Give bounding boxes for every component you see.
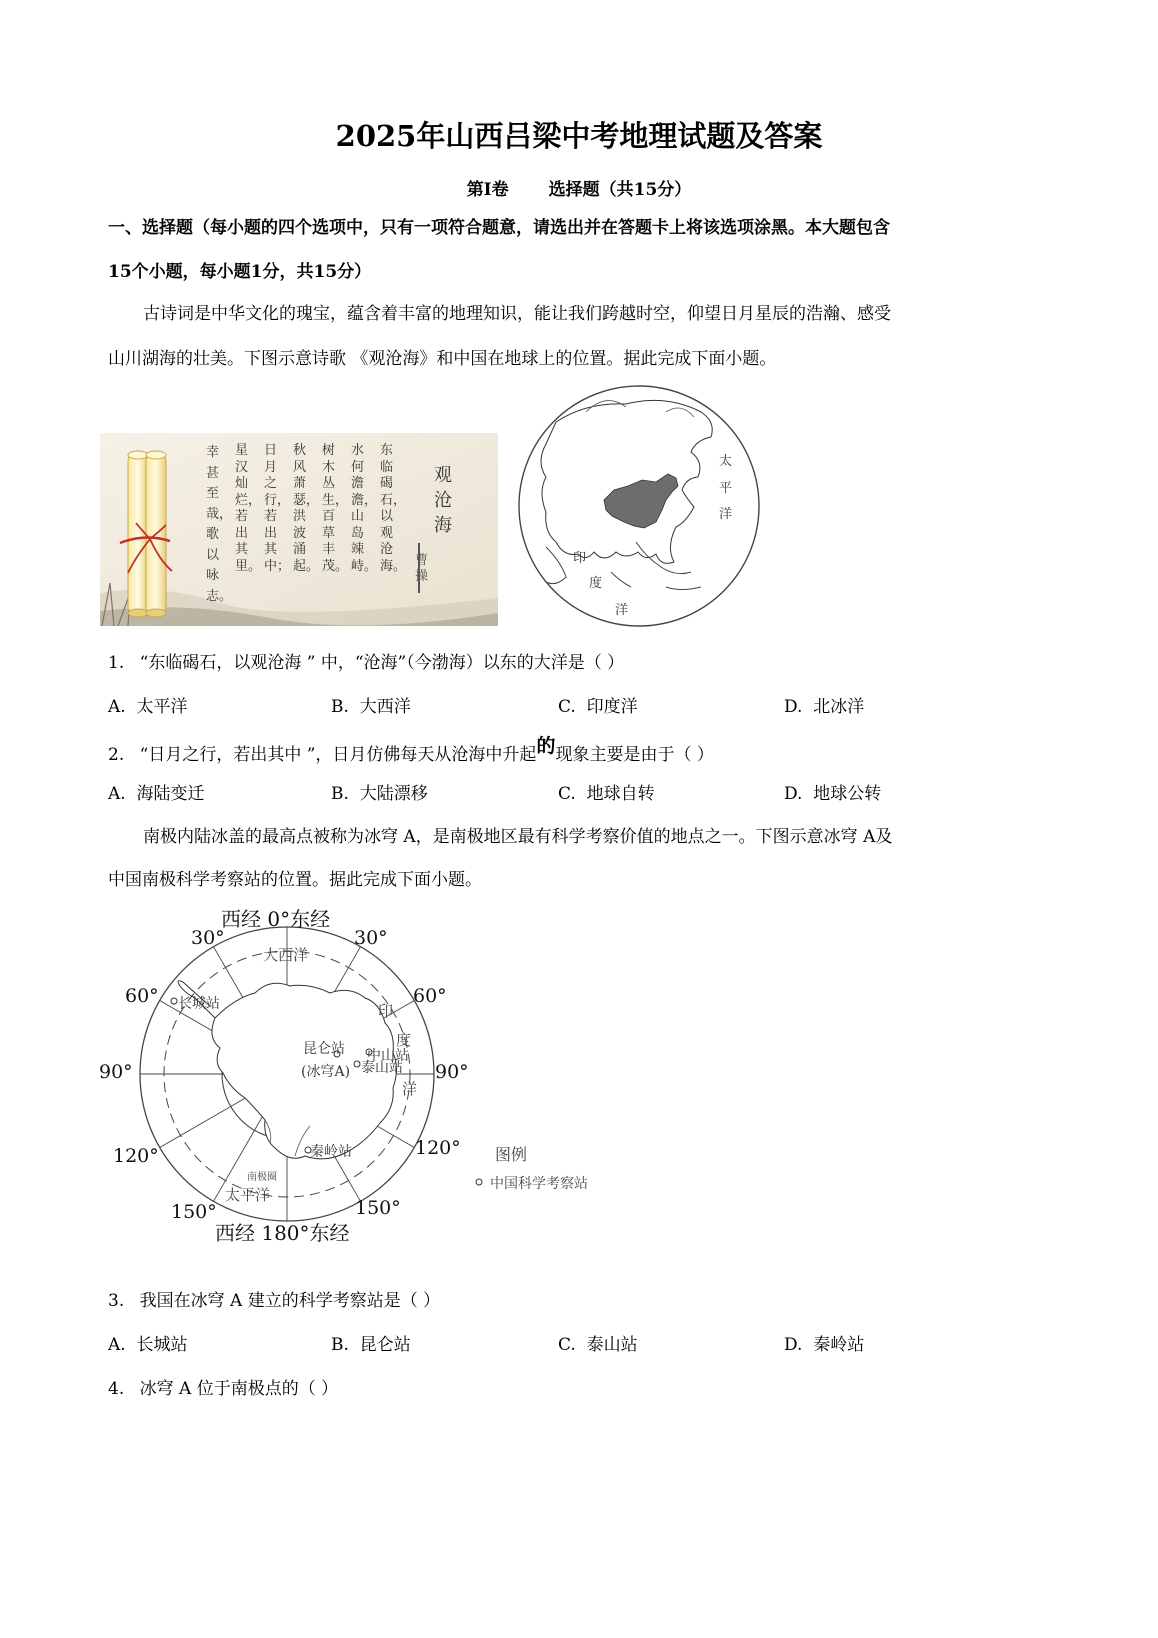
- deg-150-w: 150°: [171, 1201, 217, 1223]
- poem-column-2: 水何澹澹，山岛竦峙。: [351, 443, 378, 574]
- deg-120-e: 120°: [415, 1137, 461, 1159]
- poem-title: 观沧海: [434, 465, 452, 536]
- question-text-b: 的: [536, 735, 556, 757]
- question-2: [108, 735, 714, 766]
- globe-indian-char-2: 度: [589, 576, 603, 591]
- volume-label: 第Ⅰ卷: [466, 180, 509, 200]
- globe-pacific-char-1: 太: [719, 454, 733, 469]
- q3-option-b[interactable]: B. 昆仑站: [331, 1335, 411, 1355]
- map-top-label: 西经 0°东经: [221, 907, 331, 931]
- atlantic-label: 大西洋: [263, 946, 309, 964]
- q2-option-b[interactable]: B. 大陆漂移: [331, 784, 428, 804]
- deg-60-w: 60°: [125, 985, 159, 1007]
- deg-30-ne: 30°: [354, 927, 388, 949]
- intro-paragraph-1-line1: 古诗词是中华文化的瑰宝，蕴含着丰富的地理知识，能让我们跨越时空，仰望日月星辰的浩瀚、感受: [143, 304, 891, 324]
- antarctic-circle-label: 南极圈: [247, 1172, 277, 1183]
- globe-indian-char-3: 洋: [615, 603, 629, 618]
- globe-pacific-char-2: 平: [719, 481, 733, 496]
- station-marker-changcheng: [171, 998, 177, 1004]
- q1-option-b[interactable]: B. 大西洋: [331, 697, 411, 717]
- deg-30-nw: 30°: [191, 927, 225, 949]
- question-number: 2.: [108, 745, 125, 765]
- q2-option-a[interactable]: A. 海陆变迁: [108, 784, 205, 804]
- station-changcheng: 长城站: [178, 996, 220, 1012]
- deg-150-e: 150°: [355, 1197, 401, 1219]
- poem-column-6: 星汉灿烂，若出其里。: [235, 443, 262, 574]
- station-zhongshan: 中山站: [367, 1048, 409, 1064]
- indian-char-1: 印: [378, 1002, 394, 1020]
- deg-90-e: 90°: [435, 1061, 469, 1083]
- volume-sub: 选择题（共15分）: [548, 180, 692, 200]
- station-qinling: 秦岭站: [310, 1144, 352, 1160]
- poem-text: [206, 443, 468, 608]
- question-text-a: “日月之行，若出其中 ”，日月仿佛每天从沧海中升起: [139, 745, 537, 765]
- section-instruction-line2: 15个小题，每小题1分，共15分）: [108, 262, 372, 282]
- intro-paragraph-2-line1: 南极内陆冰盖的最高点被称为冰穹 A，是南极地区最有科学考察价值的地点之一。下图示意冰穹 A及: [143, 827, 893, 847]
- pacific-label: 太平洋: [225, 1186, 271, 1204]
- legend-title: 图例: [495, 1145, 528, 1164]
- deg-60-e: 60°: [413, 985, 447, 1007]
- question-number: 4.: [108, 1379, 125, 1399]
- q1-option-a[interactable]: A. 太平洋: [108, 697, 188, 717]
- station-kunlun: 昆仑站: [303, 1041, 345, 1057]
- question-number: 1.: [108, 653, 125, 673]
- q2-option-d[interactable]: D. 地球公转: [784, 784, 882, 804]
- poem-column-4: 秋风萧瑟，洪波涌起。: [293, 443, 320, 574]
- globe-pacific-char-3: 洋: [719, 507, 733, 522]
- poem-column-7: 幸甚至哉，歌以咏志。: [206, 445, 233, 604]
- q3-option-d[interactable]: D. 秦岭站: [784, 1335, 865, 1355]
- question-text: 冰穹 A 位于南极点的（ ）: [139, 1379, 339, 1399]
- volume-heading: [0, 175, 1158, 200]
- question-text: 我国在冰穹 A 建立的科学考察站是（ ）: [139, 1291, 441, 1311]
- question-3: [108, 1286, 440, 1311]
- section-instruction-line1: 一、选择题（每小题的四个选项中，只有一项符合题意，请选出并在答题卡上将该选项涂黑。本大题包含: [108, 218, 890, 238]
- page-title: 2025年山西吕梁中考地理试题及答案: [335, 119, 823, 153]
- poem-column-5: 日月之行，若出其中；: [264, 443, 291, 574]
- question-4: [108, 1374, 338, 1399]
- indian-char-3: 洋: [402, 1080, 418, 1098]
- intro-paragraph-2-line2: 中国南极科学考察站的位置。据此完成下面小题。: [108, 870, 482, 890]
- question-text-c: 现象主要是由于（ ）: [555, 745, 714, 765]
- deg-120-w: 120°: [113, 1145, 159, 1167]
- q2-option-c[interactable]: C. 地球自转: [558, 784, 655, 804]
- intro-paragraph-1-line2: 山川湖海的壮美。下图示意诗歌 《观沧海》和中国在地球上的位置。据此完成下面小题。: [108, 349, 777, 369]
- legend-marker: [476, 1179, 482, 1185]
- map-bottom-label: 西经 180°东经: [215, 1221, 350, 1245]
- q3-option-a[interactable]: A. 长城站: [108, 1335, 188, 1355]
- deg-90-w: 90°: [99, 1061, 133, 1083]
- globe-figure: [516, 382, 762, 630]
- legend-item: 中国科学考察站: [490, 1176, 588, 1192]
- station-dome-a: (冰穹A): [301, 1064, 351, 1080]
- question-text: “东临碣石，以观沧海 ” 中，“沧海”（今渤海）以东的大洋是（ ）: [139, 653, 625, 673]
- question-number: 3.: [108, 1291, 125, 1311]
- q1-option-c[interactable]: C. 印度洋: [558, 697, 638, 717]
- q3-option-c[interactable]: C. 泰山站: [558, 1335, 638, 1355]
- poem-author: 曹操: [415, 553, 429, 584]
- indian-char-2: 度: [396, 1031, 412, 1049]
- antarctica-map-figure: [95, 898, 615, 1250]
- station-marker-taishan: [354, 1061, 360, 1067]
- poem-column-3: 树木丛生，百草丰茂。: [322, 443, 349, 574]
- station-taishan: 泰山站: [361, 1060, 403, 1076]
- globe-indian-char-1: 印: [573, 551, 587, 566]
- question-1: [108, 648, 624, 673]
- poem-column-1: 东临碣石，以观沧海。: [380, 443, 407, 574]
- q1-option-d[interactable]: D. 北冰洋: [784, 697, 865, 717]
